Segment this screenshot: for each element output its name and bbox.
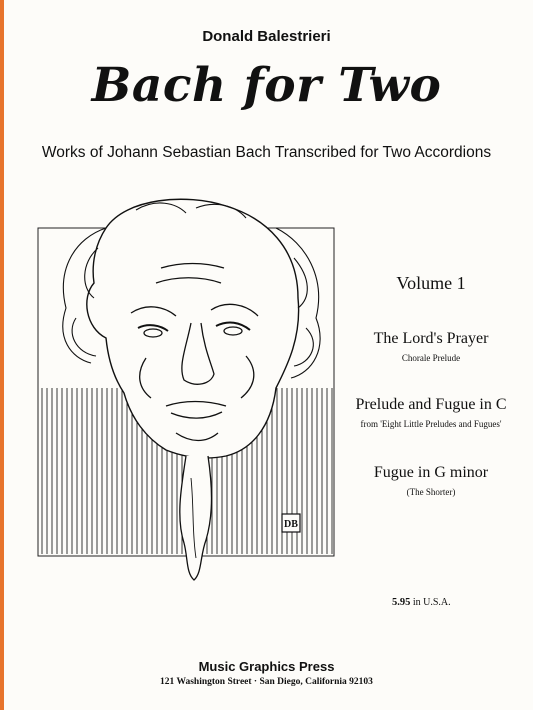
monogram-box — [282, 514, 300, 532]
volume-label: Volume 1 — [396, 273, 466, 293]
svg-text:DB: DB — [284, 519, 298, 530]
work-title: The Lord's Prayer — [373, 330, 489, 347]
work-note: (The Shorter) — [406, 487, 456, 497]
work-note: from 'Eight Little Preludes and Fugues' — [360, 419, 502, 429]
book-subtitle: Works of Johann Sebastian Bach Transcribed for Two Accordions — [41, 144, 492, 161]
price-amount: 5.95 — [392, 597, 411, 608]
work-title: Fugue in G minor — [373, 464, 489, 481]
price-label — [392, 597, 451, 608]
publisher-name: Music Graphics Press — [198, 659, 335, 674]
work-note: Chorale Prelude — [401, 353, 461, 363]
cravat — [180, 456, 212, 580]
portrait-head — [87, 199, 299, 458]
publisher-address: 121 Washington Street · San Diego, California 92103 — [160, 677, 373, 687]
book-title: Bach for Two — [91, 58, 442, 113]
work-title: Prelude and Fugue in C — [355, 396, 507, 413]
author-name: Donald Balestrieri — [202, 28, 331, 45]
bach-portrait-illustration — [36, 188, 336, 598]
price-region: in U.S.A. — [412, 597, 451, 608]
